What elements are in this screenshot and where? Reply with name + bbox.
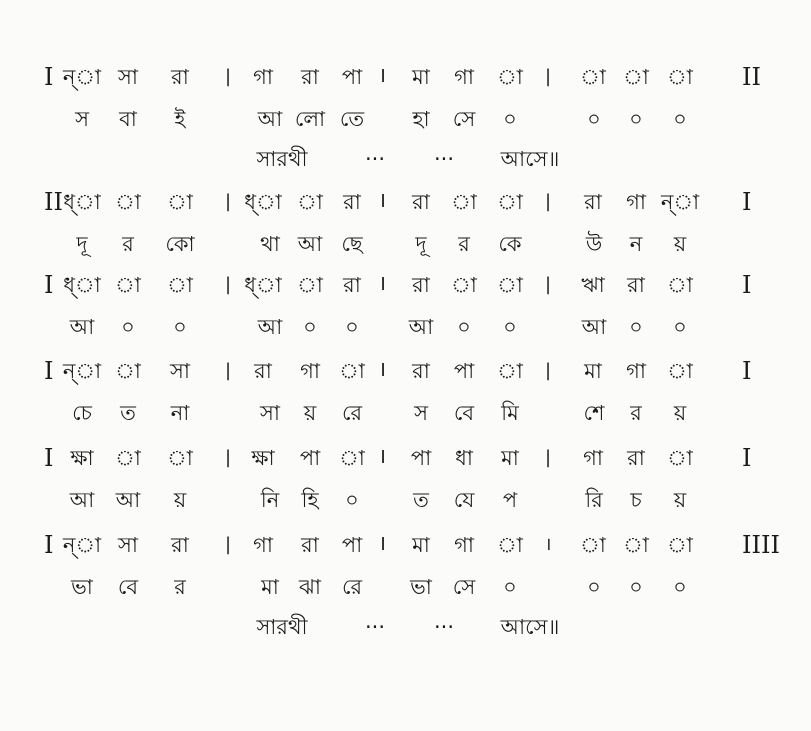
lyric-syllable: বে <box>117 575 139 599</box>
swara-note: গা <box>300 359 320 383</box>
lyric-syllable: ০ <box>629 315 643 339</box>
swara-note: পা <box>341 65 363 89</box>
swara-note: মা <box>412 65 430 89</box>
lyric-syllable: ভা <box>410 575 432 599</box>
swara-note: গা <box>626 359 646 383</box>
refrain-word: আসে॥ <box>500 147 560 171</box>
lyric-syllable: ০ <box>503 315 517 339</box>
lyric-syllable: আ <box>257 107 283 131</box>
swara-note: ন্া <box>62 359 102 383</box>
swara-line <box>0 270 811 300</box>
swara-note: া <box>497 65 523 89</box>
swara-note: া <box>167 446 193 470</box>
lyric-syllable: যে <box>453 488 475 512</box>
lyric-syllable: সে <box>452 575 476 599</box>
lyric-line <box>0 104 811 134</box>
bar-divider: | <box>224 274 232 295</box>
swara-note: া <box>667 65 693 89</box>
lyric-syllable: ন <box>629 232 643 256</box>
lyric-syllable: ০ <box>457 315 471 339</box>
lyric-syllable: কে <box>498 232 522 256</box>
lyric-syllable: রি <box>585 488 603 512</box>
swara-note: পা <box>299 446 321 470</box>
swara-note: া <box>623 533 649 557</box>
swara-note: সা <box>170 359 190 383</box>
start-bar-mark: I <box>44 357 54 385</box>
lyric-syllable: শে <box>583 401 605 425</box>
swara-note: া <box>580 533 606 557</box>
swara-note: া <box>667 533 693 557</box>
swara-note: া <box>297 273 323 297</box>
lyric-syllable: হি <box>301 488 319 512</box>
swara-note: রা <box>171 533 189 557</box>
swara-note: রা <box>412 273 430 297</box>
refrain-line <box>0 144 811 174</box>
swara-note: গা <box>253 533 273 557</box>
lyric-line <box>0 398 811 428</box>
bar-divider: I <box>380 360 386 381</box>
lyric-syllable: ০ <box>587 575 601 599</box>
swara-note: রা <box>254 359 272 383</box>
bar-divider: | <box>224 447 232 468</box>
swara-note: ধ্া <box>63 190 101 214</box>
swara-note: পা <box>341 533 363 557</box>
refrain-word: আসে॥ <box>500 615 560 639</box>
swara-note: রা <box>343 190 361 214</box>
lyric-syllable: য় <box>673 488 687 512</box>
swara-note: ন্া <box>62 65 102 89</box>
lyric-syllable: দূ <box>76 232 88 256</box>
lyric-syllable: ত <box>120 401 136 425</box>
refrain-line <box>0 612 811 642</box>
lyric-syllable: য় <box>173 488 187 512</box>
lyric-syllable: আ <box>69 488 95 512</box>
swara-note: া <box>497 533 523 557</box>
bar-divider: | <box>224 66 232 87</box>
swara-note: মা <box>412 533 430 557</box>
swara-note: গা <box>253 65 273 89</box>
lyric-syllable: রে <box>341 575 363 599</box>
bar-divider: | <box>544 191 552 212</box>
bar-divider: | <box>544 360 552 381</box>
swara-note: া <box>167 190 193 214</box>
lyric-syllable: ভা <box>71 575 93 599</box>
bar-divider: I <box>380 534 386 555</box>
lyric-syllable: ০ <box>121 315 135 339</box>
swara-note: ক্ষা <box>251 446 275 470</box>
swara-note: া <box>297 190 323 214</box>
swara-note: সা <box>118 533 138 557</box>
swara-note: রা <box>412 190 430 214</box>
refrain-word: ··· <box>433 615 455 639</box>
swara-note: রা <box>343 273 361 297</box>
bar-divider: | <box>544 274 552 295</box>
swara-note: গা <box>454 65 474 89</box>
bar-divider: I <box>380 191 386 212</box>
swara-note: ন্া <box>660 190 700 214</box>
start-bar-mark: I <box>44 271 54 299</box>
lyric-syllable: মা <box>261 575 279 599</box>
end-bar-mark: IIII <box>742 531 780 559</box>
lyric-syllable: আ <box>408 315 434 339</box>
lyric-line <box>0 229 811 259</box>
swara-note: ধ্া <box>244 190 282 214</box>
lyric-syllable: আ <box>257 315 283 339</box>
lyric-syllable: স <box>75 107 89 131</box>
lyric-syllable: য় <box>673 232 687 256</box>
lyric-syllable: কো <box>165 232 195 256</box>
lyric-syllable: ত <box>413 488 429 512</box>
lyric-line <box>0 572 811 602</box>
swara-note: া <box>115 446 141 470</box>
lyric-syllable: র <box>630 401 642 425</box>
start-bar-mark: I <box>44 444 54 472</box>
swara-line <box>0 530 811 560</box>
swara-note: া <box>339 446 365 470</box>
lyric-line <box>0 485 811 515</box>
lyric-syllable: র <box>122 232 134 256</box>
lyric-syllable: হা <box>412 107 430 131</box>
lyric-syllable: ০ <box>173 315 187 339</box>
swara-note: পা <box>410 446 432 470</box>
swara-line <box>0 443 811 473</box>
swara-note: া <box>115 273 141 297</box>
lyric-syllable: আ <box>297 232 323 256</box>
lyric-syllable: র <box>458 232 470 256</box>
swara-note: ধ্া <box>244 273 282 297</box>
swara-note: ধ্া <box>63 273 101 297</box>
lyric-syllable: ০ <box>673 575 687 599</box>
swara-line <box>0 62 811 92</box>
swara-note: রা <box>301 65 319 89</box>
lyric-syllable: উ <box>585 232 603 256</box>
bar-divider: | <box>544 66 552 87</box>
bar-divider: | <box>224 360 232 381</box>
lyric-syllable: সে <box>452 107 476 131</box>
swara-note: গা <box>626 190 646 214</box>
swara-note: ধা <box>455 446 473 470</box>
swara-note: া <box>497 190 523 214</box>
swara-note: া <box>623 65 649 89</box>
swara-note: রা <box>584 190 602 214</box>
lyric-syllable: বে <box>453 401 475 425</box>
end-bar-mark: I <box>742 188 752 216</box>
start-bar-mark: I <box>44 63 54 91</box>
swara-note: পা <box>453 359 475 383</box>
bar-divider: | <box>224 534 232 555</box>
end-bar-mark: I <box>742 444 752 472</box>
bar-divider: । <box>544 534 552 555</box>
swara-note: া <box>667 273 693 297</box>
swara-note: া <box>667 359 693 383</box>
swara-note: সা <box>118 65 138 89</box>
lyric-syllable: মি <box>501 401 519 425</box>
swara-note: ন্া <box>62 533 102 557</box>
swara-note: রা <box>627 273 645 297</box>
refrain-word: ··· <box>433 147 455 171</box>
swara-note: রা <box>171 65 189 89</box>
swara-note: ক্ষা <box>70 446 94 470</box>
end-bar-mark: I <box>742 357 752 385</box>
swara-note: া <box>497 359 523 383</box>
lyric-syllable: ০ <box>673 107 687 131</box>
lyric-syllable: ০ <box>673 315 687 339</box>
lyric-syllable: সা <box>260 401 280 425</box>
lyric-line <box>0 312 811 342</box>
lyric-syllable: য় <box>673 401 687 425</box>
refrain-word: ··· <box>364 147 386 171</box>
bar-divider: | <box>544 447 552 468</box>
lyric-syllable: ০ <box>587 107 601 131</box>
swara-note: া <box>339 359 365 383</box>
lyric-syllable: বা <box>119 107 137 131</box>
lyric-syllable: আ <box>69 315 95 339</box>
swara-note: মা <box>584 359 602 383</box>
lyric-syllable: নি <box>260 488 280 512</box>
lyric-syllable: রে <box>341 401 363 425</box>
swara-note: া <box>451 190 477 214</box>
refrain-word: সারথী <box>256 615 308 639</box>
start-bar-mark: I <box>44 531 54 559</box>
lyric-syllable: তে <box>339 107 365 131</box>
bar-divider: | <box>224 191 232 212</box>
lyric-syllable: ০ <box>503 107 517 131</box>
swara-line <box>0 356 811 386</box>
swara-note: া <box>167 273 193 297</box>
lyric-syllable: চে <box>72 401 92 425</box>
lyric-syllable: প <box>502 488 518 512</box>
swara-note: া <box>580 65 606 89</box>
swara-note: ঋা <box>581 273 605 297</box>
swara-note: মা <box>501 446 519 470</box>
lyric-syllable: ০ <box>503 575 517 599</box>
lyric-syllable: ০ <box>303 315 317 339</box>
swara-note: া <box>115 190 141 214</box>
lyric-syllable: য় <box>303 401 317 425</box>
bar-divider: I <box>380 447 386 468</box>
lyric-syllable: ছে <box>341 232 363 256</box>
swara-note: া <box>115 359 141 383</box>
lyric-syllable: থা <box>260 232 280 256</box>
lyric-syllable: আ <box>581 315 607 339</box>
lyric-syllable: চ <box>630 488 642 512</box>
bar-divider: I <box>380 274 386 295</box>
lyric-syllable: আ <box>115 488 141 512</box>
swara-note: া <box>497 273 523 297</box>
swara-line <box>0 187 811 217</box>
swara-note: া <box>451 273 477 297</box>
bar-divider: I <box>380 66 386 87</box>
end-bar-mark: I <box>742 271 752 299</box>
lyric-syllable: দূ <box>415 232 427 256</box>
refrain-word: ··· <box>364 615 386 639</box>
end-bar-mark: II <box>742 63 761 91</box>
swara-note: রা <box>412 359 430 383</box>
swara-note: া <box>667 446 693 470</box>
lyric-syllable: ০ <box>345 315 359 339</box>
lyric-syllable: ঝা <box>299 575 321 599</box>
start-bar-mark: II <box>44 188 63 216</box>
lyric-syllable: ই <box>174 107 186 131</box>
lyric-syllable: ০ <box>629 107 643 131</box>
swara-note: রা <box>627 446 645 470</box>
swara-note: রা <box>301 533 319 557</box>
lyric-syllable: ০ <box>345 488 359 512</box>
lyric-syllable: ০ <box>629 575 643 599</box>
lyric-syllable: র <box>174 575 186 599</box>
refrain-word: সারথী <box>256 147 308 171</box>
lyric-syllable: স <box>414 401 428 425</box>
lyric-syllable: না <box>170 401 190 425</box>
swara-note: গা <box>583 446 603 470</box>
swara-note: গা <box>454 533 474 557</box>
lyric-syllable: লো <box>294 107 326 131</box>
